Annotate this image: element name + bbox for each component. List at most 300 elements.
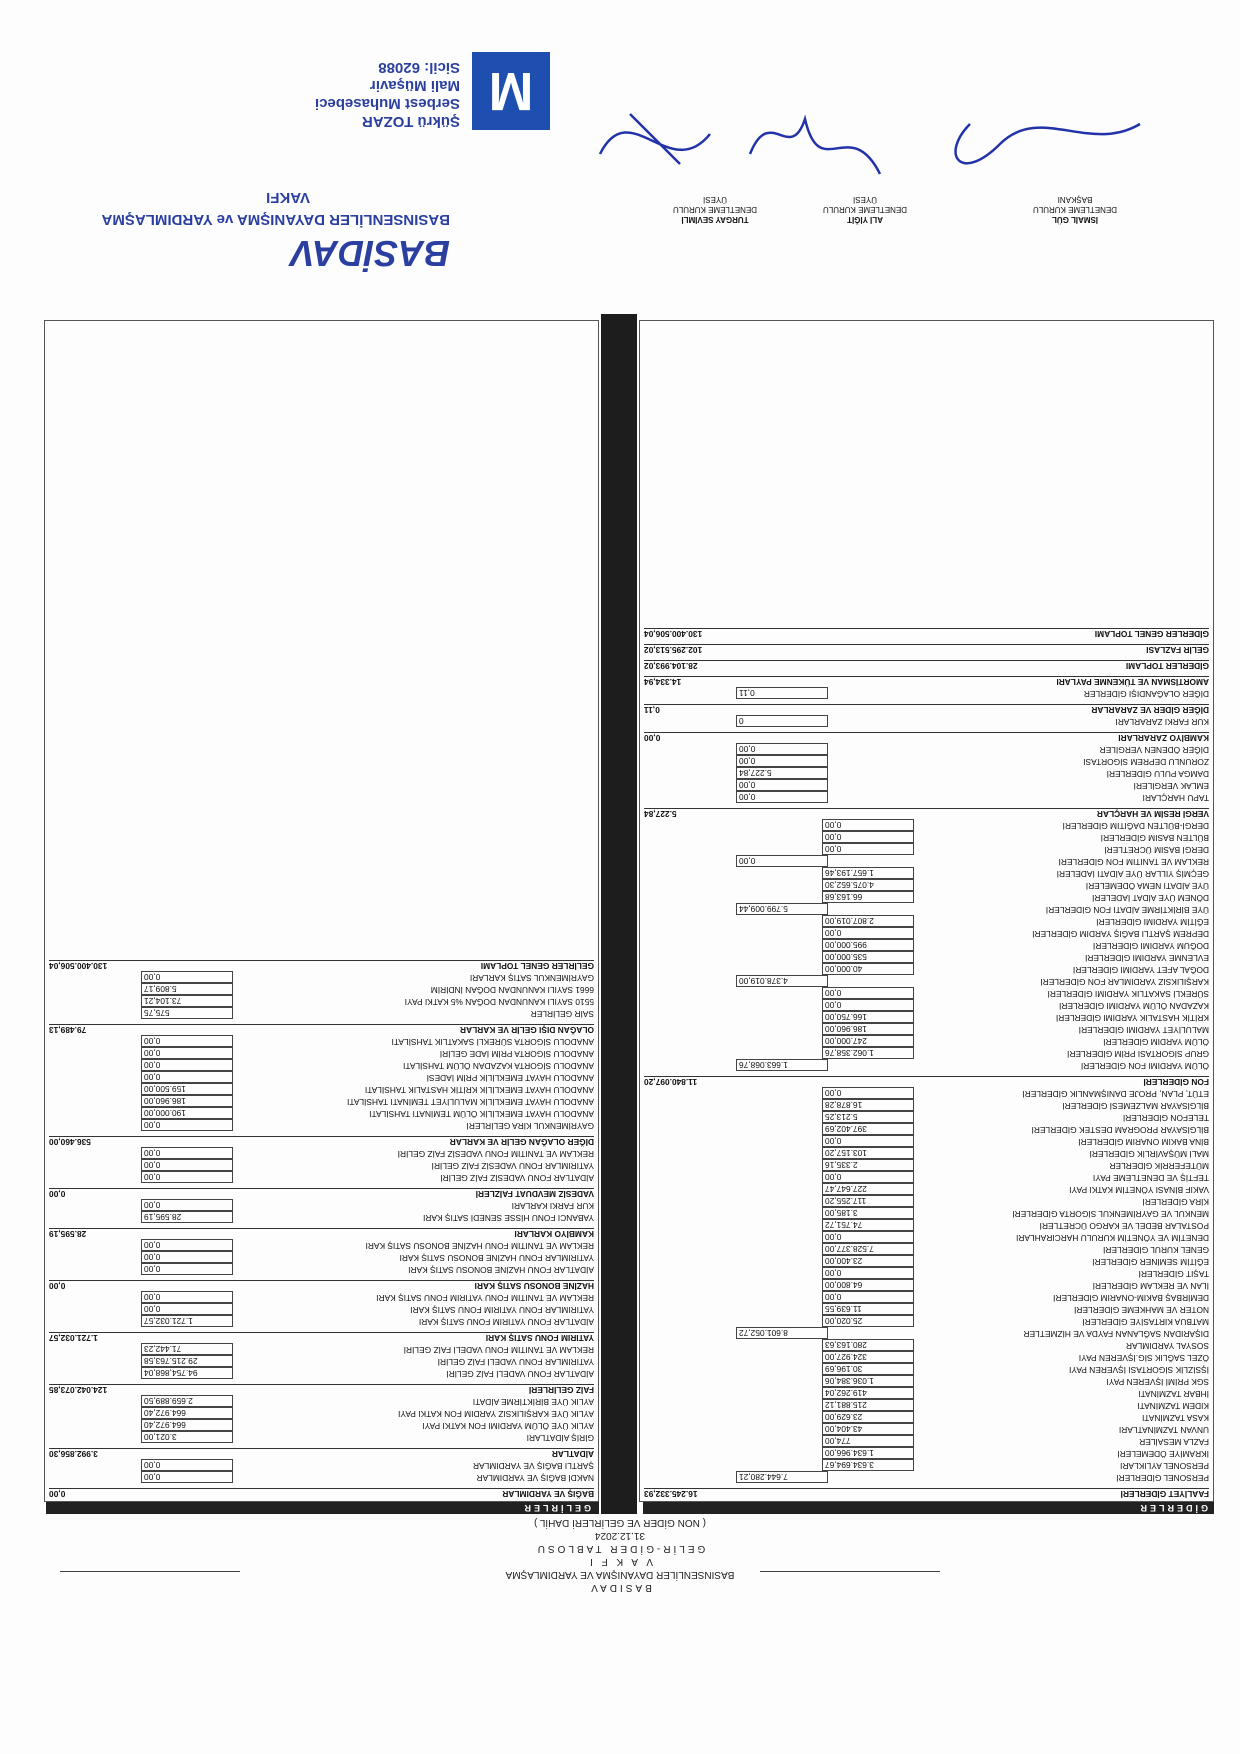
row-label: AİDATLAR FONU VADESİZ FAİZ GELİRİ	[440, 1173, 594, 1183]
row-label: KAMBİYO KARLARI	[514, 1229, 594, 1239]
row-label: REKLAM VE TANITIM FONU VADESİZ FAİZ GELİRİ	[397, 1149, 594, 1159]
item-value: 40.000,00	[822, 963, 914, 975]
item-value: 2.659.889,50	[141, 1395, 233, 1407]
line-item-row	[644, 1089, 1209, 1099]
row-label: MENKUL VE GAYRİMENKUL SİGORTA GİDERLERİ	[1012, 1209, 1209, 1219]
line-item-row	[644, 1125, 1209, 1135]
line-item-row	[49, 1433, 594, 1443]
signature-scribbles	[590, 84, 1150, 194]
item-value: 3.634.694,67	[822, 1459, 914, 1471]
title-line-1: BASIDAV	[588, 1582, 652, 1593]
line-item-row	[49, 1421, 594, 1431]
line-item-row	[49, 1073, 594, 1083]
row-label: KAMBİYO ZARARLARI	[1118, 733, 1209, 743]
item-value: 73.104,21	[141, 995, 233, 1007]
row-label: BAĞIŞ VE YARDIMLAR	[502, 1489, 594, 1499]
row-label: OLAĞAN DIŞI GELİR VE KARLAR	[459, 1025, 594, 1035]
row-label: KRİTİK HASTALIK YARDIMI GİDERLERİ	[1055, 1013, 1209, 1023]
row-label: TAŞIT GİDERLERİ	[1138, 1269, 1209, 1279]
item-value: 774,00	[822, 1435, 914, 1447]
line-item-row	[49, 1121, 594, 1131]
item-value: 0,00	[822, 819, 914, 831]
title-line-4: GELİR-GİDER TABLOSU	[534, 1543, 706, 1554]
line-item-row	[644, 833, 1209, 843]
section-total: 0,11	[644, 705, 660, 715]
line-item-row	[49, 1369, 594, 1379]
row-label: KUR FARKI ZARARLARI	[1115, 717, 1209, 727]
section-total-row	[644, 629, 1209, 639]
line-item-row	[49, 1265, 594, 1275]
item-value: 0,00	[141, 1291, 233, 1303]
foundation-vakfi: VAKFI	[266, 189, 310, 206]
section-total-row	[49, 1189, 594, 1199]
item-value: 0,00	[141, 971, 233, 983]
row-label: DÖNEM ÜYE AİDAT İADELERİ	[1092, 893, 1209, 903]
subsection-row	[644, 1473, 1209, 1483]
item-value: 2.335,16	[822, 1159, 914, 1171]
item-value: 0,00	[141, 1171, 233, 1183]
item-value: 1.657.193,46	[822, 867, 914, 879]
item-value: 5.213,25	[822, 1111, 914, 1123]
row-label: GİDERLER GENEL TOPLAMI	[1094, 629, 1209, 639]
line-item-row	[644, 1173, 1209, 1183]
item-value: 0,00	[141, 1459, 233, 1471]
line-item-row	[644, 1449, 1209, 1459]
signature-block-member-2	[630, 194, 800, 224]
item-value: 0,00	[822, 1171, 914, 1183]
item-value: 0,00	[141, 1199, 233, 1211]
row-label: ANADOLU HAYAT EMEKLİLİK KRİTİK HASTALIK TAHSİLATI	[364, 1085, 594, 1095]
item-value: 1.062.358,76	[822, 1047, 914, 1059]
row-label: EĞİTİM YARDIMI GİDERLERİ	[1096, 917, 1209, 927]
line-item-row	[49, 973, 594, 983]
accountant-title-1: Serbest Muhasebeci	[314, 95, 460, 112]
item-value: 0,00	[141, 1035, 233, 1047]
item-value: 0,00	[822, 1267, 914, 1279]
line-item-row	[49, 997, 594, 1007]
subsection-row	[644, 905, 1209, 915]
title-line-2: BASINSENLİLER DAYANIŞMA VE YARDIMLAŞMA	[505, 1569, 735, 1580]
item-value: 0,00	[141, 1119, 233, 1131]
line-item-row	[49, 1097, 594, 1107]
line-item-row	[49, 1409, 594, 1419]
row-label: İKRAMİYE ÖDEMELERİ	[1117, 1449, 1209, 1459]
row-label: AYLIK ÜYE ÖLÜM YARDIMI FON KATKI PAYI	[422, 1421, 594, 1431]
line-item-row	[644, 793, 1209, 803]
row-label: ANADOLU HAYAT EMEKLİLİK PRİM İADESİ	[426, 1073, 594, 1083]
row-label: NOTER VE MAHKEME GİDERLERİ	[1074, 1305, 1209, 1315]
row-label: GELİR FAZLASI	[1146, 645, 1209, 655]
row-label: TEFTİŞ VE DENETLEME PAYI	[1092, 1173, 1209, 1183]
row-label: ANADOLU HAYAT EMEKLİLİK ÖLÜM TEMİNATI TAHSİLATI	[369, 1109, 594, 1119]
row-label: SGK PRİMİ İŞVEREN PAYI	[1106, 1377, 1209, 1387]
item-value: 0,00	[141, 1239, 233, 1251]
row-label: DENETİM VE YÖNETİM KURULU HARCIRAHLARI	[1016, 1233, 1209, 1243]
row-label: YATIRIM FONU SATIŞ KARI	[485, 1333, 594, 1343]
subsection-row	[644, 1061, 1209, 1071]
row-label: MALİ MÜŞAVİRLİK GİDERLERİ	[1089, 1149, 1209, 1159]
section-total-row	[49, 1449, 594, 1459]
section-total: 28.595,19	[49, 1229, 87, 1239]
giderler-table	[639, 320, 1214, 1502]
line-item-row	[49, 1109, 594, 1119]
item-value: 0,00	[822, 1135, 914, 1147]
line-item-row	[644, 1305, 1209, 1315]
section-total-row	[49, 1281, 594, 1291]
row-label: ŞARTLI BAĞIŞ VE YARDIMLAR	[472, 1461, 594, 1471]
line-item-row	[49, 1149, 594, 1159]
signatory-title: BAŞKANI	[1057, 195, 1093, 204]
line-item-row	[49, 1201, 594, 1211]
line-item-row	[644, 893, 1209, 903]
section-total: 5.227,84	[644, 809, 677, 819]
row-label: FAİZ GELİRLERİ	[528, 1385, 594, 1395]
row-label: ÖLÜM YARDIMI FON GİDERLERİ	[1080, 1061, 1209, 1071]
item-value: 28.595,19	[141, 1211, 233, 1223]
section-total: 79.489,13	[49, 1025, 87, 1035]
subsection-total: 5.799.009,44	[736, 903, 828, 915]
signatory-name: ALİ YİĞİT	[847, 215, 883, 224]
section-total: 1.721.032,57	[49, 1333, 98, 1343]
section-total: 0,00	[49, 1189, 66, 1199]
row-label: GENEL KURUL GİDERLERİ	[1103, 1245, 1209, 1255]
item-value: 3.185,00	[822, 1207, 914, 1219]
item-value: 0,00	[822, 1291, 914, 1303]
subsection-row	[644, 857, 1209, 867]
item-value: 1.721.032,57	[141, 1315, 233, 1327]
row-label: PERSONEL AYLIKLARI	[1120, 1461, 1209, 1471]
line-item-row	[644, 781, 1209, 791]
line-item-row	[644, 869, 1209, 879]
title-line-5: 31.12.2024	[594, 1530, 646, 1541]
line-item-row	[644, 689, 1209, 699]
line-item-row	[644, 757, 1209, 767]
section-total: 3.992.856,30	[49, 1449, 98, 1459]
item-value: 29.215.763,58	[141, 1355, 233, 1367]
line-item-row	[644, 1281, 1209, 1291]
row-label: VERGİ RESİM VE HARÇLAR	[1096, 809, 1209, 819]
item-value: 66.163,68	[822, 891, 914, 903]
section-total: 536.460,00	[49, 1137, 91, 1147]
signatory-role: DENETLEME KURULU	[673, 205, 758, 214]
signatory-role: DENETLEME KURULU	[1033, 205, 1118, 214]
accountant-sicil: Sicil: 62088	[378, 59, 460, 76]
line-item-row	[49, 1213, 594, 1223]
item-value: 2.807.019,00	[822, 915, 914, 927]
line-item-row	[644, 1137, 1209, 1147]
row-label: MÜTEFERRİK GİDERLER	[1109, 1161, 1209, 1171]
section-total: 0,00	[49, 1281, 66, 1291]
item-value: 7.528.377,00	[822, 1243, 914, 1255]
section-total: 28.104.993,02	[644, 661, 698, 671]
line-item-row	[49, 1461, 594, 1471]
signatory-role: DENETLEME KURULU	[823, 205, 908, 214]
line-item-row	[49, 1161, 594, 1171]
item-value: 117.255,20	[822, 1195, 914, 1207]
row-label: YATIRIMLAR FONU YATIRIM FONU SATIŞ KARI	[410, 1305, 594, 1315]
signature-block-president	[1000, 194, 1150, 224]
line-item-row	[644, 1413, 1209, 1423]
section-total-row	[49, 1333, 594, 1343]
section-total-row	[644, 733, 1209, 743]
line-item-row	[644, 1149, 1209, 1159]
row-label: ÜYE BİRİKTİRME AİDATI FON GİDERLERİ	[1045, 905, 1209, 915]
item-value: 1.036.384,06	[822, 1375, 914, 1387]
section-total-row	[644, 705, 1209, 715]
line-item-row	[644, 1317, 1209, 1327]
item-value: 0,00	[141, 1263, 233, 1275]
line-item-row	[644, 769, 1209, 779]
row-label: SAİR GELİRLER	[530, 1009, 594, 1019]
section-total-row	[644, 809, 1209, 819]
item-value: 0,00	[736, 779, 828, 791]
line-item-row	[644, 1293, 1209, 1303]
line-item-row	[49, 1173, 594, 1183]
signature-stroke	[750, 119, 880, 174]
row-label: HAZİNE BONOSU SATIŞ KARI	[474, 1281, 594, 1291]
row-label: KİRA GİDERLERİ	[1142, 1197, 1209, 1207]
row-label: ANADOLU HAYAT EMEKLİLİK MALULİYET TEMİNATI TAHSİLATI	[347, 1097, 594, 1107]
row-label: 5510 SAYILI KANUNDAN DOĞAN %5 KATKI PAYI	[404, 997, 594, 1007]
row-label: KARŞILIKSIZ YARDIMLAR FON GİDERLERİ	[1040, 977, 1209, 987]
subsection-total: 0,00	[736, 855, 828, 867]
item-value: 0,00	[141, 1147, 233, 1159]
item-value: 0,00	[736, 743, 828, 755]
section-total: 16.245.332,93	[644, 1489, 698, 1499]
item-value: 103.157,20	[822, 1147, 914, 1159]
item-value: 324.927,00	[822, 1351, 914, 1363]
item-value: 5.809,17	[141, 983, 233, 995]
row-label: İHBAR TAZMİNATI	[1138, 1389, 1209, 1399]
row-label: ÜYE AİDATI NEMA ÖDEMELERİ	[1085, 881, 1209, 891]
item-value: 71.442,23	[141, 1343, 233, 1355]
row-label: SÜREKLİ SAKATLIK YARDIMI GİDERLERİ	[1047, 989, 1209, 999]
item-value: 0,00	[141, 1471, 233, 1483]
item-value: 4.075.652,30	[822, 879, 914, 891]
row-label: İŞSİZLİK SİGORTASI İŞVEREN PAYI	[1069, 1365, 1209, 1375]
subsection-row	[644, 977, 1209, 987]
row-label: POSTALAR BEDEL VE KARGO ÜCRETLERİ	[1039, 1221, 1209, 1231]
line-item-row	[644, 1197, 1209, 1207]
signatory-name: İSMAİL GÜL	[1051, 215, 1099, 224]
line-item-row	[644, 1233, 1209, 1243]
line-item-row	[49, 1049, 594, 1059]
line-item-row	[49, 1009, 594, 1019]
line-item-row	[644, 1113, 1209, 1123]
signatory-name: TURGAY SEVİMLİ	[681, 215, 749, 224]
row-label: ANADOLU SİGORTA SÜREKLİ SAKATLIK TAHSİLATI	[391, 1037, 594, 1047]
section-total: 0,00	[644, 733, 661, 743]
line-item-row	[644, 929, 1209, 939]
item-value: 0,00	[736, 755, 828, 767]
row-label: GRUP SİGORTASI PRİM GİDERLERİ	[1067, 1049, 1209, 1059]
section-total-row	[49, 1489, 594, 1499]
item-value: 0,11	[736, 687, 828, 699]
section-total: 130.400.506,04	[644, 629, 703, 639]
row-label: DERGİ-BÜLTEN DAĞITIM GİDERLERİ	[1062, 821, 1209, 831]
item-value: 190.000,00	[141, 1107, 233, 1119]
row-label: EĞİTİM SEMİNER GİDERLERİ	[1092, 1257, 1209, 1267]
row-label: DİĞER ÖDENEN VERGİLER	[1099, 745, 1209, 755]
item-value: 664.972,40	[141, 1407, 233, 1419]
header-rule-right	[60, 1571, 240, 1572]
item-value: 0,00	[822, 1087, 914, 1099]
row-label: GİRİŞ AİDATLARI	[526, 1433, 594, 1443]
row-label: ANADOLU SİGORTA KAZADAN ÖLÜM TAHSİLATI	[403, 1061, 594, 1071]
row-label: VAKIF BİNASI YÖNETİM KATKI PAYI	[1069, 1185, 1209, 1195]
section-total-row	[644, 645, 1209, 655]
row-label: KUR FARKI KARLARI	[511, 1201, 594, 1211]
row-label: DEMİRBAŞ BAKIM-ONARIM GİDERLERİ	[1053, 1293, 1209, 1303]
row-label: TELEFON GİDERLERİ	[1122, 1113, 1209, 1123]
line-item-row	[644, 845, 1209, 855]
row-label: KASA TAZMİNATI	[1141, 1413, 1209, 1423]
item-value: 227.647,47	[822, 1183, 914, 1195]
row-label: AİDATLAR FONU VADELİ FAİZ GELİRİ	[446, 1369, 594, 1379]
subsection-total: 7.644.280,21	[736, 1471, 828, 1483]
row-label: TAPU HARÇLARI	[1142, 793, 1209, 803]
item-value: 0,00	[822, 927, 914, 939]
section-total: 14.334,94	[644, 677, 682, 687]
row-label: REKLAM VE TANITIM FONU YATIRIM FONU SATIŞ KARI	[376, 1293, 594, 1303]
row-label: GEÇMİŞ YILLAR ÜYE AİDATI İADELERİ	[1056, 869, 1209, 879]
subsection-row	[644, 1329, 1209, 1339]
line-item-row	[644, 953, 1209, 963]
line-item-row	[49, 1473, 594, 1483]
item-value: 1.634.966,00	[822, 1447, 914, 1459]
section-total-row	[49, 1385, 594, 1395]
signature-stroke	[600, 114, 710, 164]
line-item-row	[49, 1085, 594, 1095]
item-value: 0,00	[822, 987, 914, 999]
line-item-row	[644, 1101, 1209, 1111]
row-label: YATIRIMLAR FONU VADELİ FAİZ GELİRİ	[437, 1357, 594, 1367]
line-item-row	[644, 1221, 1209, 1231]
line-item-row	[644, 1257, 1209, 1267]
line-item-row	[644, 1001, 1209, 1011]
row-label: GİDERLER TOPLAMI	[1125, 661, 1209, 671]
item-value: 23.400,00	[822, 1255, 914, 1267]
section-total-row	[49, 1137, 594, 1147]
row-label: EVLENME YARDIMI GİDERLERİ	[1085, 953, 1209, 963]
gelirler-band: GELİRLER	[46, 1502, 599, 1514]
row-label: DİĞER OLAĞAN GELİR VE KARLAR	[449, 1137, 594, 1147]
row-label: AYLIK ÜYE KARŞILIKSIZ YARDIM FON KATKI PAYI	[398, 1409, 594, 1419]
subsection-total: 8.601.052,72	[736, 1327, 828, 1339]
row-label: DOĞUM YARDIMI GİDERLERİ	[1092, 941, 1209, 951]
item-value: 16.878,28	[822, 1099, 914, 1111]
line-item-row	[644, 989, 1209, 999]
row-label: REKLAM VE TANITIM FONU HAZİNE BONOSU SATIŞ KARI	[365, 1241, 594, 1251]
line-item-row	[644, 1245, 1209, 1255]
row-label: ETÜT, PLAN, PROJE DANIŞMANLIK GİDERLERİ	[1022, 1089, 1209, 1099]
item-value: 23.629,00	[822, 1411, 914, 1423]
line-item-row	[644, 1389, 1209, 1399]
row-label: FAALİYET GİDERLERİ	[1120, 1489, 1209, 1499]
item-value: 419.262,04	[822, 1387, 914, 1399]
item-value: 535.000,00	[822, 951, 914, 963]
row-label: SOSYAL YARDIMLAR	[1126, 1341, 1209, 1351]
section-total: 102.295.513,02	[644, 645, 703, 655]
item-value: 74.751,72	[822, 1219, 914, 1231]
row-label: ZORUNLU DEPREM SİGORTASI	[1083, 757, 1209, 767]
line-item-row	[644, 1341, 1209, 1351]
giderler-band: GİDERLER	[643, 1502, 1214, 1514]
signature-stroke	[956, 124, 1140, 163]
item-value: 664.972,40	[141, 1419, 233, 1431]
row-label: GELİRLER GENEL TOPLAMI	[480, 961, 594, 971]
line-item-row	[644, 1377, 1209, 1387]
row-label: ÖLÜM YARDIM GİDERLERİ	[1103, 1037, 1209, 1047]
title-line-3: V A K F I	[587, 1556, 653, 1567]
line-item-row	[49, 1345, 594, 1355]
accountant-logo: M	[472, 52, 550, 130]
line-item-row	[644, 1209, 1209, 1219]
item-value: 0,00	[141, 1159, 233, 1171]
row-label: AMORTİSMAN VE TÜKENME PAYLARI	[1056, 677, 1209, 687]
item-value: 0,00	[736, 791, 828, 803]
item-value: 43.404,00	[822, 1423, 914, 1435]
line-item-row	[644, 917, 1209, 927]
signatory-title: ÜYESİ	[703, 195, 728, 204]
line-item-row	[644, 1037, 1209, 1047]
row-label: VADESİZ MEVDUAT FAİZLERİ	[475, 1189, 594, 1199]
line-item-row	[49, 1241, 594, 1251]
row-label: MALULİYET YARDIMI GİDERLERİ	[1078, 1025, 1209, 1035]
item-value: 0,00	[822, 831, 914, 843]
line-item-row	[644, 1353, 1209, 1363]
item-value: 94.754,868,04	[141, 1367, 233, 1379]
line-item-row	[49, 1253, 594, 1263]
section-total-row	[644, 661, 1209, 671]
item-value: 397.402,69	[822, 1123, 914, 1135]
foundation-stamp	[30, 164, 450, 274]
section-total-row	[644, 677, 1209, 687]
section-total-row	[644, 1077, 1209, 1087]
section-total: 11.840.097,20	[644, 1077, 698, 1087]
item-value: 0,00	[141, 1303, 233, 1315]
item-value: 0,00	[141, 1059, 233, 1071]
line-item-row	[49, 1061, 594, 1071]
subsection-total: 1.663.068,76	[736, 1059, 828, 1071]
line-item-row	[644, 1161, 1209, 1171]
gelirler-table	[44, 320, 599, 1502]
item-value: 30.196,69	[822, 1363, 914, 1375]
item-value: 0,00	[141, 1071, 233, 1083]
line-item-row	[644, 745, 1209, 755]
item-value: 159.500,00	[141, 1083, 233, 1095]
line-item-row	[644, 881, 1209, 891]
row-label: DİĞER OLAĞANDIŞI GİDERLER	[1083, 689, 1209, 699]
title-line-6: ( NON GİDER VE GELİRLERİ DAHİL )	[534, 1517, 706, 1528]
row-label: BİLGİSAYAR PROGRAM DESTEK GİDERLERİ	[1031, 1125, 1209, 1135]
line-item-row	[644, 1185, 1209, 1195]
subsection-total: 4.378.019,00	[736, 975, 828, 987]
item-value: 25.020,00	[822, 1315, 914, 1327]
item-value: 0,00	[822, 999, 914, 1011]
line-item-row	[49, 985, 594, 995]
section-total-row	[644, 1489, 1209, 1499]
column-divider	[601, 314, 637, 1514]
row-label: AYLIK ÜYE BİRİKTİRME AİDATI	[472, 1397, 594, 1407]
line-item-row	[644, 1365, 1209, 1375]
item-value: 280.163,63	[822, 1339, 914, 1351]
row-label: DİĞER GİDER VE ZARARLAR	[1091, 705, 1209, 715]
section-total-row	[49, 1229, 594, 1239]
item-value: 166.750,00	[822, 1011, 914, 1023]
line-item-row	[644, 1013, 1209, 1023]
row-label: ANADOLU SİGORTA PRİM İADE GELİRİ	[439, 1049, 594, 1059]
